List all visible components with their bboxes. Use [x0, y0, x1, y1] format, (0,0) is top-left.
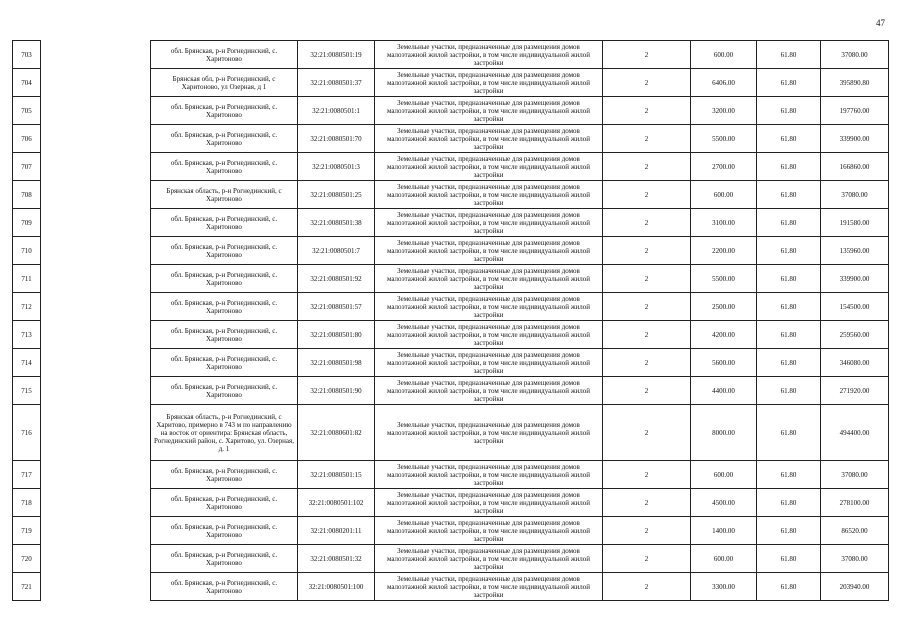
table-row — [13, 41, 889, 69]
area-cell: 2200.00 — [691, 237, 757, 265]
land-category-cell: Земельные участки, предназначенные для размещения домов малоэтажной жилой застройки, в том числе индивидуальной жилой застройки — [375, 321, 603, 349]
gap-cell — [41, 41, 151, 69]
rate-cell: 61.80 — [757, 265, 821, 293]
rate-cell: 61.80 — [757, 405, 821, 461]
group-cell: 2 — [603, 153, 691, 181]
gap-cell — [41, 209, 151, 237]
value-cell: 339900.00 — [821, 125, 889, 153]
rate-cell: 61.80 — [757, 125, 821, 153]
rate-cell: 61.80 — [757, 41, 821, 69]
rate-cell: 61.80 — [757, 377, 821, 405]
table-row — [13, 377, 889, 405]
value-cell: 37080.00 — [821, 461, 889, 489]
rate-cell: 61.80 — [757, 461, 821, 489]
area-cell: 600.00 — [691, 181, 757, 209]
value-cell: 86520.00 — [821, 517, 889, 545]
address-cell: обл. Брянская, р-н Рогнединский, с. Харитоново — [151, 153, 298, 181]
table-row — [13, 321, 889, 349]
cadastral-number-cell: 32:21:0080501:32 — [298, 545, 375, 573]
value-cell: 203940.00 — [821, 573, 889, 601]
table-row — [13, 153, 889, 181]
land-category-cell: Земельные участки, предназначенные для размещения домов малоэтажной жилой застройки, в том числе индивидуальной жилой застройки — [375, 209, 603, 237]
address-cell: обл. Брянская, р-н Рогнединский, с. Харитоново — [151, 377, 298, 405]
address-cell: Брянская обл, р-н Рогнединский, с Харитоново, ул Озерная, д 1 — [151, 69, 298, 97]
gap-cell — [41, 237, 151, 265]
gap-cell — [41, 405, 151, 461]
table-row — [13, 125, 889, 153]
address-cell: обл. Брянская, р-н Рогнединский, с. Харитоново — [151, 321, 298, 349]
area-cell: 4400.00 — [691, 377, 757, 405]
group-cell: 2 — [603, 489, 691, 517]
area-cell: 3300.00 — [691, 573, 757, 601]
row-number: 713 — [13, 321, 41, 349]
gap-cell — [41, 69, 151, 97]
row-number: 714 — [13, 349, 41, 377]
area-cell: 4500.00 — [691, 489, 757, 517]
cadastral-number-cell: 32:21:0080501:57 — [298, 293, 375, 321]
row-number: 715 — [13, 377, 41, 405]
table-row — [13, 517, 889, 545]
row-number: 707 — [13, 153, 41, 181]
table-row — [13, 97, 889, 125]
cadastral-number-cell: 32:21:0080501:1 — [298, 97, 375, 125]
rate-cell: 61.80 — [757, 97, 821, 125]
table-row — [13, 209, 889, 237]
rate-cell: 61.80 — [757, 209, 821, 237]
group-cell: 2 — [603, 293, 691, 321]
address-cell: обл. Брянская, р-н Рогнединский, с. Харитоново — [151, 349, 298, 377]
area-cell: 2700.00 — [691, 153, 757, 181]
group-cell: 2 — [603, 69, 691, 97]
group-cell: 2 — [603, 125, 691, 153]
table-row — [13, 237, 889, 265]
cadastral-number-cell: 32:21:0080501:102 — [298, 489, 375, 517]
rate-cell: 61.80 — [757, 153, 821, 181]
table-row — [13, 349, 889, 377]
rate-cell: 61.80 — [757, 181, 821, 209]
area-cell: 4200.00 — [691, 321, 757, 349]
rate-cell: 61.80 — [757, 489, 821, 517]
rate-cell: 61.80 — [757, 293, 821, 321]
table-row — [13, 545, 889, 573]
group-cell: 2 — [603, 573, 691, 601]
group-cell: 2 — [603, 181, 691, 209]
address-cell: Брянская область, р-н Рогнединский, с Харитоново — [151, 181, 298, 209]
area-cell: 3100.00 — [691, 209, 757, 237]
table-body — [13, 41, 889, 601]
row-number: 708 — [13, 181, 41, 209]
gap-cell — [41, 265, 151, 293]
address-cell: обл. Брянская, р-н Рогнединский, с. Харитоново — [151, 489, 298, 517]
land-category-cell: Земельные участки, предназначенные для размещения домов малоэтажной жилой застройки, в том числе индивидуальной жилой застройки — [375, 377, 603, 405]
area-cell: 1400.00 — [691, 517, 757, 545]
row-number: 716 — [13, 405, 41, 461]
group-cell: 2 — [603, 461, 691, 489]
address-cell: Брянская область, р-н Рогнединский, с Харитово, примерно в 743 м по направлению на восток от ориентира: Брянская область, Рогнединский район, с. Харитово, ул. Озерная, д. 1 — [151, 405, 298, 461]
group-cell: 2 — [603, 517, 691, 545]
row-number: 703 — [13, 41, 41, 69]
address-cell: обл. Брянская, р-н Рогнединский, с. Харитоново — [151, 41, 298, 69]
rate-cell: 61.80 — [757, 545, 821, 573]
value-cell: 154500.00 — [821, 293, 889, 321]
table-row — [13, 405, 889, 461]
area-cell: 5600.00 — [691, 349, 757, 377]
land-category-cell: Земельные участки, предназначенные для размещения домов малоэтажной жилой застройки, в том числе индивидуальной жилой застройки — [375, 153, 603, 181]
value-cell: 259560.00 — [821, 321, 889, 349]
address-cell: обл. Брянская, р-н Рогнединский, с. Харитоново — [151, 573, 298, 601]
group-cell: 2 — [603, 321, 691, 349]
value-cell: 37080.00 — [821, 545, 889, 573]
land-category-cell: Земельные участки, предназначенные для размещения домов малоэтажной жилой застройки, в том числе индивидуальной жилой застройки — [375, 489, 603, 517]
cadastral-number-cell: 32:21:0080501:37 — [298, 69, 375, 97]
cadastral-number-cell: 32:21:0080501:100 — [298, 573, 375, 601]
area-cell: 600.00 — [691, 545, 757, 573]
gap-cell — [41, 573, 151, 601]
cadastral-number-cell: 32:21:0080201:11 — [298, 517, 375, 545]
address-cell: обл. Брянская, р-н Рогнединский, с. Харитоново — [151, 293, 298, 321]
gap-cell — [41, 489, 151, 517]
address-cell: обл. Брянская, р-н Рогнединский, с. Харитоново — [151, 517, 298, 545]
address-cell: обл. Брянская, р-н Рогнединский, с. Харитоново — [151, 461, 298, 489]
land-category-cell: Земельные участки, предназначенные для размещения домов малоэтажной жилой застройки, в том числе индивидуальной жилой застройки — [375, 545, 603, 573]
gap-cell — [41, 461, 151, 489]
rate-cell: 61.80 — [757, 69, 821, 97]
area-cell: 6406.00 — [691, 69, 757, 97]
group-cell: 2 — [603, 545, 691, 573]
group-cell: 2 — [603, 405, 691, 461]
value-cell: 191580.00 — [821, 209, 889, 237]
cadastral-number-cell: 32:21:0080501:25 — [298, 181, 375, 209]
address-cell: обл. Брянская, р-н Рогнединский, с. Харитоново — [151, 237, 298, 265]
area-cell: 600.00 — [691, 461, 757, 489]
row-number: 709 — [13, 209, 41, 237]
area-cell: 600.00 — [691, 41, 757, 69]
land-category-cell: Земельные участки, предназначенные для размещения домов малоэтажной жилой застройки, в том числе индивидуальной жилой застройки — [375, 405, 603, 461]
gap-cell — [41, 545, 151, 573]
row-number: 705 — [13, 97, 41, 125]
land-category-cell: Земельные участки, предназначенные для размещения домов малоэтажной жилой застройки, в том числе индивидуальной жилой застройки — [375, 237, 603, 265]
value-cell: 339900.00 — [821, 265, 889, 293]
table-row — [13, 489, 889, 517]
value-cell: 197760.00 — [821, 97, 889, 125]
land-category-cell: Земельные участки, предназначенные для размещения домов малоэтажной жилой застройки, в том числе индивидуальной жилой застройки — [375, 41, 603, 69]
row-number: 710 — [13, 237, 41, 265]
value-cell: 395890.80 — [821, 69, 889, 97]
row-number: 719 — [13, 517, 41, 545]
area-cell: 5500.00 — [691, 265, 757, 293]
value-cell: 37080.00 — [821, 181, 889, 209]
cadastral-number-cell: 32:21:0080501:38 — [298, 209, 375, 237]
value-cell: 494400.00 — [821, 405, 889, 461]
rate-cell: 61.80 — [757, 517, 821, 545]
cadastral-number-cell: 32:21:0080501:19 — [298, 41, 375, 69]
row-number: 706 — [13, 125, 41, 153]
address-cell: обл. Брянская, р-н Рогнединский, с. Харитоново — [151, 125, 298, 153]
row-number: 720 — [13, 545, 41, 573]
group-cell: 2 — [603, 237, 691, 265]
row-number: 718 — [13, 489, 41, 517]
value-cell: 37080.00 — [821, 41, 889, 69]
area-cell: 5500.00 — [691, 125, 757, 153]
value-cell: 346080.00 — [821, 349, 889, 377]
table-row — [13, 293, 889, 321]
value-cell: 166860.00 — [821, 153, 889, 181]
gap-cell — [41, 125, 151, 153]
cadastral-number-cell: 32:21:0080501:90 — [298, 377, 375, 405]
value-cell: 271920.00 — [821, 377, 889, 405]
address-cell: обл. Брянская, р-н Рогнединский, с. Харитоново — [151, 209, 298, 237]
gap-cell — [41, 321, 151, 349]
page-number: 47 — [876, 18, 885, 28]
cadastral-number-cell: 32:21:0080501:98 — [298, 349, 375, 377]
table-row — [13, 69, 889, 97]
land-category-cell: Земельные участки, предназначенные для размещения домов малоэтажной жилой застройки, в том числе индивидуальной жилой застройки — [375, 461, 603, 489]
table-row — [13, 573, 889, 601]
row-number: 712 — [13, 293, 41, 321]
table-row — [13, 181, 889, 209]
area-cell: 2500.00 — [691, 293, 757, 321]
cadastral-number-cell: 32:21:0080501:80 — [298, 321, 375, 349]
rate-cell: 61.80 — [757, 237, 821, 265]
gap-cell — [41, 181, 151, 209]
table-row — [13, 461, 889, 489]
area-cell: 3200.00 — [691, 97, 757, 125]
rate-cell: 61.80 — [757, 349, 821, 377]
land-category-cell: Земельные участки, предназначенные для размещения домов малоэтажной жилой застройки, в том числе индивидуальной жилой застройки — [375, 181, 603, 209]
group-cell: 2 — [603, 377, 691, 405]
gap-cell — [41, 517, 151, 545]
group-cell: 2 — [603, 349, 691, 377]
land-category-cell: Земельные участки, предназначенные для размещения домов малоэтажной жилой застройки, в том числе индивидуальной жилой застройки — [375, 293, 603, 321]
cadastral-value-table — [12, 40, 889, 601]
value-cell: 278100.00 — [821, 489, 889, 517]
row-number: 717 — [13, 461, 41, 489]
gap-cell — [41, 153, 151, 181]
value-cell: 135960.00 — [821, 237, 889, 265]
row-number: 721 — [13, 573, 41, 601]
gap-cell — [41, 377, 151, 405]
land-category-cell: Земельные участки, предназначенные для размещения домов малоэтажной жилой застройки, в том числе индивидуальной жилой застройки — [375, 125, 603, 153]
group-cell: 2 — [603, 209, 691, 237]
gap-cell — [41, 349, 151, 377]
gap-cell — [41, 97, 151, 125]
cadastral-number-cell: 32:21:0080501:3 — [298, 153, 375, 181]
cadastral-number-cell: 32:21:0080501:92 — [298, 265, 375, 293]
rate-cell: 61.80 — [757, 573, 821, 601]
table-row — [13, 265, 889, 293]
land-category-cell: Земельные участки, предназначенные для размещения домов малоэтажной жилой застройки, в том числе индивидуальной жилой застройки — [375, 69, 603, 97]
group-cell: 2 — [603, 265, 691, 293]
land-category-cell: Земельные участки, предназначенные для размещения домов малоэтажной жилой застройки, в том числе индивидуальной жилой застройки — [375, 573, 603, 601]
group-cell: 2 — [603, 97, 691, 125]
row-number: 704 — [13, 69, 41, 97]
land-category-cell: Земельные участки, предназначенные для размещения домов малоэтажной жилой застройки, в том числе индивидуальной жилой застройки — [375, 349, 603, 377]
cadastral-number-cell: 32:21:0080601:82 — [298, 405, 375, 461]
gap-cell — [41, 293, 151, 321]
land-category-cell: Земельные участки, предназначенные для размещения домов малоэтажной жилой застройки, в том числе индивидуальной жилой застройки — [375, 517, 603, 545]
cadastral-number-cell: 32:21:0080501:7 — [298, 237, 375, 265]
rate-cell: 61.80 — [757, 321, 821, 349]
address-cell: обл. Брянская, р-н Рогнединский, с. Харитоново — [151, 265, 298, 293]
cadastral-number-cell: 32:21:0080501:15 — [298, 461, 375, 489]
land-category-cell: Земельные участки, предназначенные для размещения домов малоэтажной жилой застройки, в том числе индивидуальной жилой застройки — [375, 97, 603, 125]
group-cell: 2 — [603, 41, 691, 69]
area-cell: 8000.00 — [691, 405, 757, 461]
address-cell: обл. Брянская, р-н Рогнединский, с. Харитоново — [151, 97, 298, 125]
land-category-cell: Земельные участки, предназначенные для размещения домов малоэтажной жилой застройки, в том числе индивидуальной жилой застройки — [375, 265, 603, 293]
address-cell: обл. Брянская, р-н Рогнединский, с. Харитоново — [151, 545, 298, 573]
cadastral-number-cell: 32:21:0080501:70 — [298, 125, 375, 153]
row-number: 711 — [13, 265, 41, 293]
